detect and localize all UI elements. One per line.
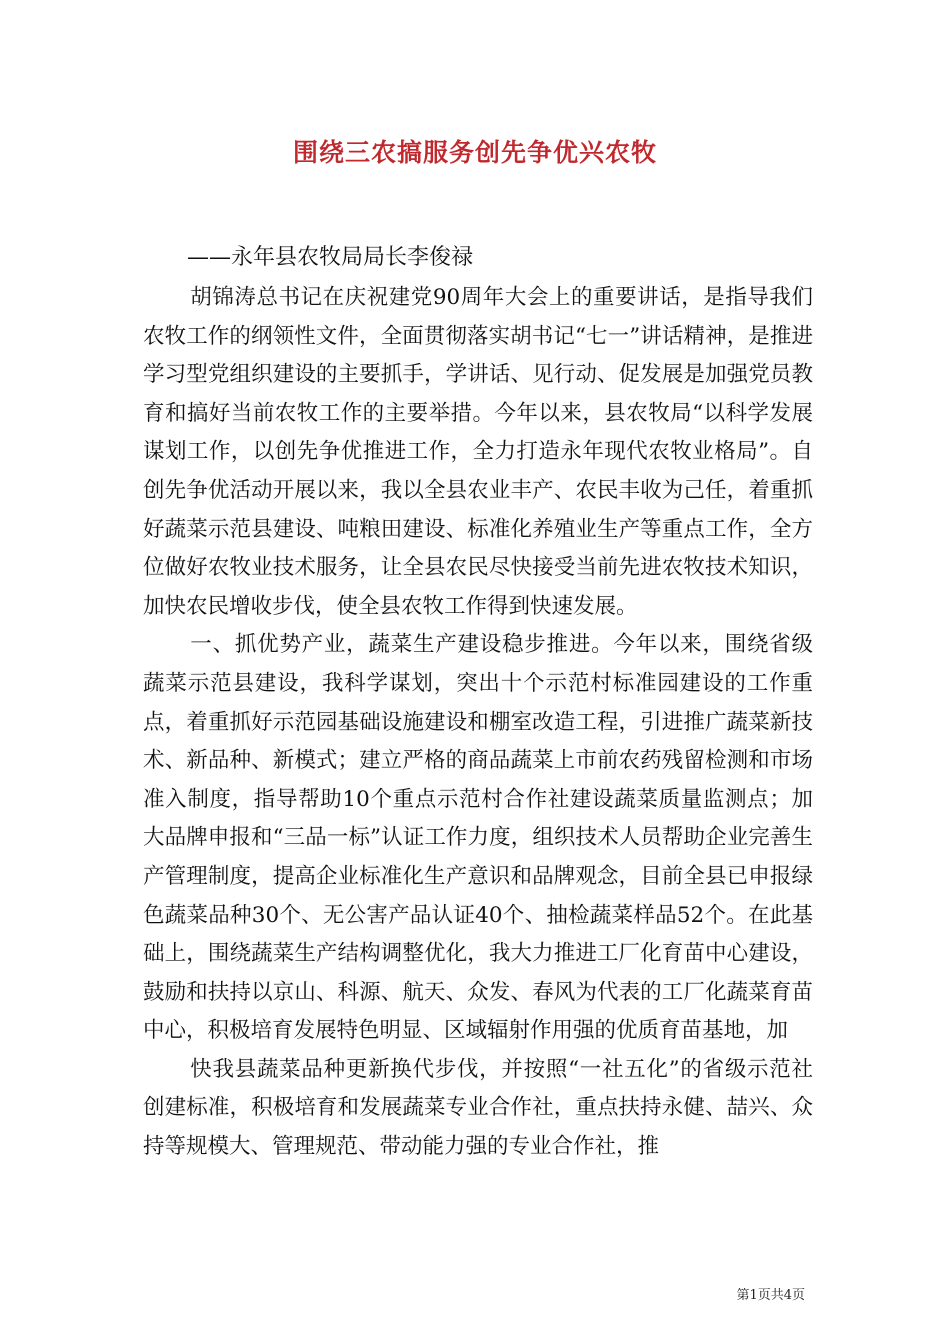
page-number-footer: 第1页共4页 [736,1288,805,1303]
document-body [143,279,813,1167]
paragraph-intro: 胡锦涛总书记在庆祝建党90周年大会上的重要讲话，是指导我们农牧工作的纲领性文件，全面贯彻落实胡书记“七一”讲话精神，是推进学习型党组织建设的主要抓手，学讲话、见行动、促发展是加强党员教育和搞好当前农牧工作的主要举措。今年以来，县农牧局“以科学发展谋划工作，以创先争优推进工作，全力打造永年现代农牧业格局”。自创先争优活动开展以来，我以全县农业丰产、农民丰收为己任，着重抓好蔬菜示范县建设、吨粮田建设、标准化养殖业生产等重点工作，全方位做好农牧业技术服务，让全县农民尽快接受当前先进农牧技术知识，加快农民增收步伐，使全县农牧工作得到快速发展。 [143,285,813,619]
author-byline: ——永年县农牧局局长李俊禄 [187,245,474,270]
paragraph-continuation: 快我县蔬菜品种更新换代步伐，并按照“一社五化”的省级示范社创建标准，积极培育和发展蔬菜专业合作社，重点扶持永健、喆兴、众持等规模大、管理规范、带动能力强的专业合作社，推 [143,1056,813,1160]
paragraph-section-one: 一、抓优势产业，蔬菜生产建设稳步推进。今年以来，围绕省级蔬菜示范县建设，我科学谋划，突出十个示范村标准园建设的工作重点，着重抓好示范园基础设施建设和棚室改造工程，引进推广蔬菜新技术、新品种、新模式；建立严格的商品蔬菜上市前农药残留检测和市场准入制度，指导帮助10个重点示范村合作社建设蔬菜质量监测点；加大品牌申报和“三品一标”认证工作力度，组织技术人员帮助企业完善生产管理制度，提高企业标准化生产意识和品牌观念，目前全县已申报绿色蔬菜品种30个、无公害产品认证40个、抽检蔬菜样品52个。在此基础上，围绕蔬菜生产结构调整优化，我大力推进工厂化育苗中心建设，鼓励和扶持以京山、科源、航天、众发、春风为代表的工厂化蔬菜育苗中心，积极培育发展特色明显、区域辐射作用强的优质育苗基地，加 [143,632,813,1044]
document-title: 围绕三农搞服务创先争优兴农牧 [292,138,657,167]
